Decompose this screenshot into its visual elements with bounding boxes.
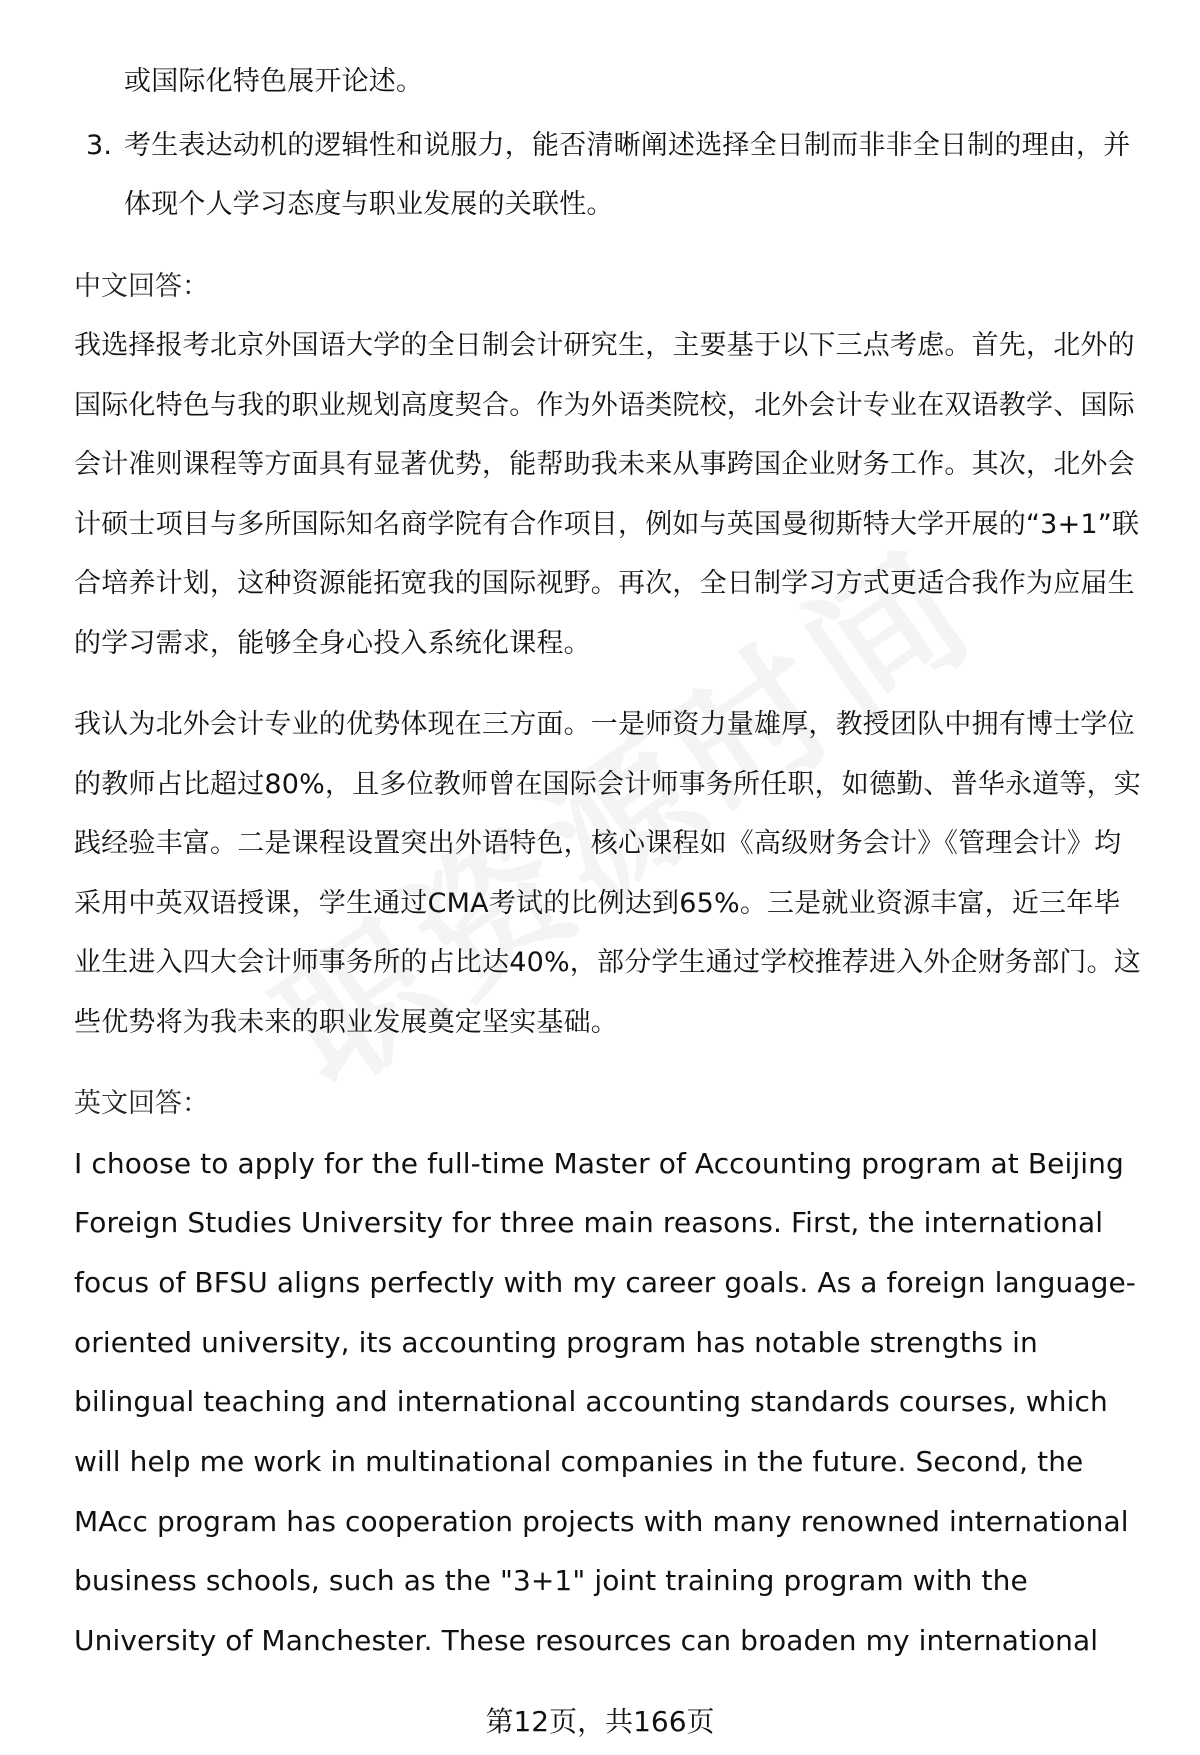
list-item-text: 考生表达动机的逻辑性和说服力，能否清晰阐述选择全日制而非非全日制的理由，并体现个人学习态度与职业发展的关联性。 <box>124 129 1131 220</box>
page-content <box>74 52 1144 1671</box>
page-number-footer: 第12页，共166页 <box>485 1705 715 1738</box>
chinese-answer-heading: 中文回答： <box>74 270 209 302</box>
list-item-3 <box>74 116 1144 235</box>
chinese-answer-paragraph-1: 我选择报考北京外国语大学的全日制会计研究生，主要基于以下三点考虑。首先，北外的国际化特色与我的职业规划高度契合。作为外语类院校，北外会计专业在双语教学、国际会计准则课程等方面具有显著优势，能帮助我未来从事跨国企业财务工作。其次，北外会计硕士项目与多所国际知名商学院有合作项目，例如与英国曼彻斯特大学开展的“3+1”联合培养计划，这种资源能拓宽我的国际视野。再次，全日制学习方式更适合我作为应届生的学习需求，能够全身心投入系统化课程。 <box>74 330 1140 659</box>
english-answer-heading: 英文回答： <box>74 1088 209 1119</box>
list-item-2-continuation: 或国际化特色展开论述。 <box>124 66 424 97</box>
english-answer-paragraph-1: I choose to apply for the full-time Master of Accounting program at Beijing Foreign Studies University for three main reasons. First, the international focus of BFSU aligns perfectly with my career goals. As a foreign language-oriented university, its accounting program has notable strengths in bilingual teaching and international accounting standards courses, which will help me work in multinational companies in the future. Second, the MAcc program has cooperation projects with many renowned international business schools, such as the "3+1" joint training program with the University of Manchester. These resources can broaden my international <box>74 1146 1137 1658</box>
chinese-answer-paragraph-2: 我认为北外会计专业的优势体现在三方面。一是师资力量雄厚，教授团队中拥有博士学位的教师占比超过80%，且多位教师曾在国际会计师事务所任职，如德勤、普华永道等，实践经验丰富。二是课程设置突出外语特色，核心课程如《高级财务会计》《管理会计》均采用中英双语授课，学生通过CMA考试的比例达到65%。三是就业资源丰富，近三年毕业生进入四大会计师事务所的占比达40%，部分学生通过学校推荐进入外企财务部门。这些优势将为我未来的职业发展奠定坚实基础。 <box>74 709 1142 1038</box>
list-number: 3. <box>86 129 113 161</box>
